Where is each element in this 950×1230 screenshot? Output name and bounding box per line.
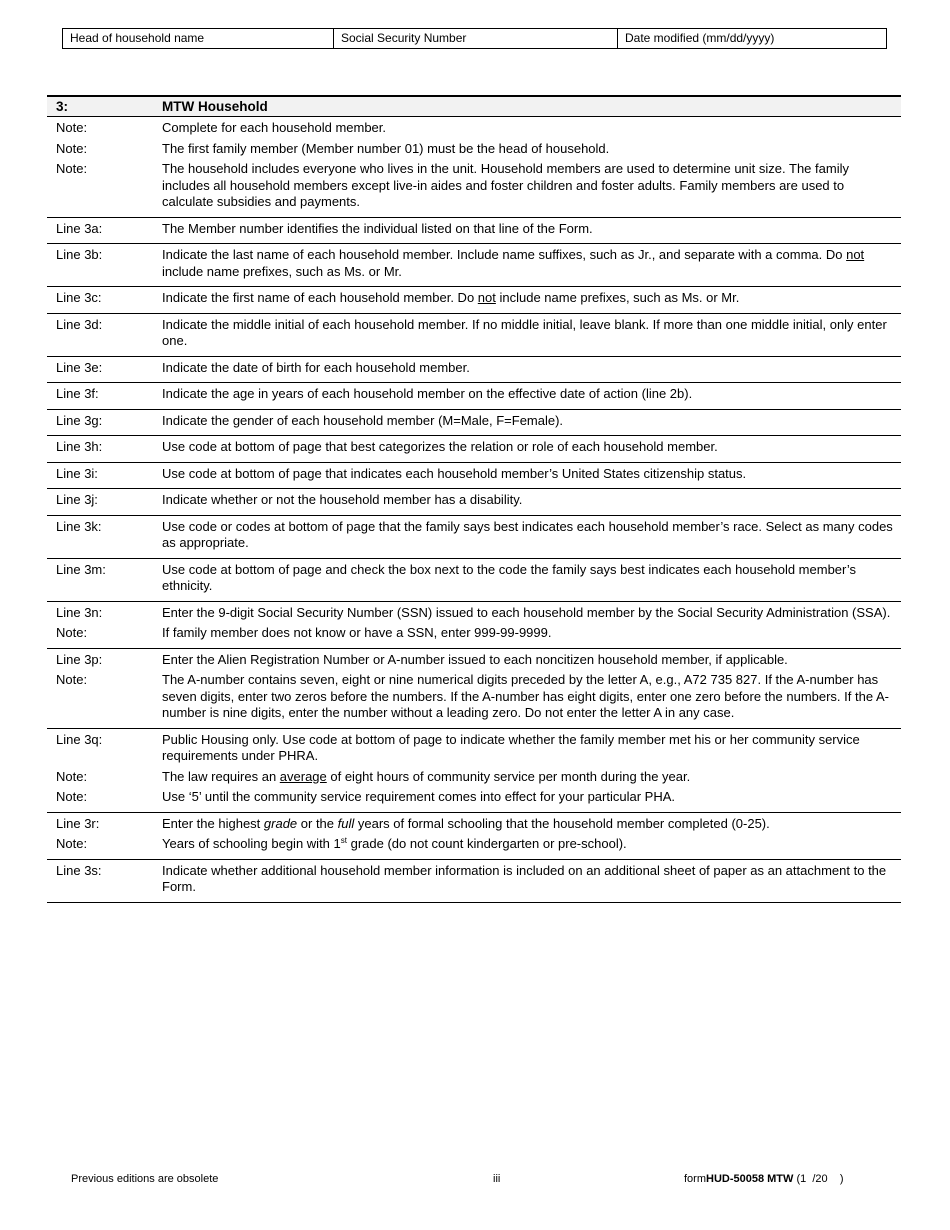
row-label: Note: bbox=[56, 672, 88, 687]
row-label: Line 3k: bbox=[56, 518, 102, 534]
page-number: iii bbox=[493, 1173, 501, 1185]
text-part: The law requires an bbox=[162, 768, 280, 784]
form-prefix: form bbox=[684, 1173, 706, 1185]
instruction-row bbox=[47, 519, 901, 556]
instruction-row bbox=[47, 789, 901, 810]
row-label: Line 3g: bbox=[56, 412, 103, 428]
text-part: or the bbox=[297, 815, 338, 831]
instruction-row bbox=[47, 769, 901, 790]
emphasis-text: grade bbox=[263, 815, 298, 831]
row-label: Line 3s: bbox=[56, 862, 102, 878]
row-label: Line 3j: bbox=[56, 492, 98, 507]
row-text: Enter the 9-digit Social Security Number (SSN) issued to each household member by the Social Security Administration (SSA). bbox=[162, 604, 891, 620]
emphasis-text: not bbox=[477, 290, 496, 305]
row-text bbox=[162, 769, 901, 786]
section-title: MTW Household bbox=[162, 99, 268, 114]
section-mtw-household bbox=[47, 95, 901, 903]
line-3r-group bbox=[47, 813, 901, 860]
row-text: Use ‘5’ until the community service requirement comes into effect for your particular PHA. bbox=[162, 789, 675, 804]
instruction-row bbox=[47, 161, 901, 215]
row-text: Use code at bottom of page and check the box next to the code the family says best indicates each household member’s ethnicity. bbox=[162, 561, 856, 593]
row-label: Line 3p: bbox=[56, 651, 103, 667]
text-part: years of formal schooling that the household member completed (0-25). bbox=[354, 815, 770, 831]
instruction-row bbox=[47, 816, 901, 837]
notes-group bbox=[47, 117, 901, 218]
instruction-row bbox=[47, 466, 901, 487]
line-3k-group bbox=[47, 516, 901, 559]
row-text: Indicate whether or not the household member has a disability. bbox=[162, 492, 523, 507]
line-3n-group bbox=[47, 602, 901, 649]
text-part: Indicate the last name of each household member. Include name suffixes, such as Jr., and separate with a comma. Do bbox=[162, 247, 847, 262]
row-label: Line 3d: bbox=[56, 316, 103, 332]
row-label: Line 3n: bbox=[56, 604, 103, 620]
instruction-row bbox=[47, 290, 901, 311]
text-part: grade (do not count kindergarten or pre-school). bbox=[346, 836, 627, 851]
instruction-row bbox=[47, 360, 901, 381]
line-3s-group bbox=[47, 860, 901, 903]
row-text: The A-number contains seven, eight or nine numerical digits preceded by the letter A, e.g., A72 735 827. If the A-number has seven digits, enter two zeros before the numbers. If the A-number has eight digits, enter one zero before the numbers. If the A-number is nine digits, enter the number without a leading zero. Do not enter the letter A in any case. bbox=[162, 672, 889, 720]
line-3d-group bbox=[47, 314, 901, 357]
instruction-row bbox=[47, 625, 901, 646]
line-3q-group bbox=[47, 729, 901, 813]
date-modified-field: Date modified (mm/dd/yyyy) bbox=[625, 31, 775, 45]
emphasis-text: full bbox=[337, 815, 355, 831]
emphasis-text: average bbox=[279, 768, 327, 784]
row-label: Note: bbox=[56, 789, 88, 804]
form-id: HUD-50058 MTW bbox=[706, 1173, 794, 1185]
row-text: The household includes everyone who lives in the unit. Household members are used to determine unit size. The family includes all household members except live-in aides and foster children and foster adults. Family members are used to calculate subsidies and payments. bbox=[162, 161, 849, 209]
instruction-row bbox=[47, 120, 901, 141]
section-header bbox=[47, 95, 901, 117]
row-text: Indicate whether additional household member information is included on an additional sheet of paper as an attachment to the Form. bbox=[162, 862, 887, 894]
line-3c-group bbox=[47, 287, 901, 314]
row-label: Line 3a: bbox=[56, 220, 103, 236]
row-label: Note: bbox=[56, 836, 88, 851]
row-label: Line 3e: bbox=[56, 359, 103, 375]
row-label: Note: bbox=[56, 161, 88, 176]
row-label: Line 3c: bbox=[56, 290, 102, 305]
row-text: Complete for each household member. bbox=[162, 120, 387, 135]
head-of-household-field: Head of household name bbox=[63, 29, 334, 48]
line-3h-group bbox=[47, 436, 901, 463]
row-label: Note: bbox=[56, 625, 88, 640]
row-text: Indicate the age in years of each household member on the effective date of action (line 2b). bbox=[162, 386, 693, 401]
row-text: Use code at bottom of page that best categorizes the relation or role of each household member. bbox=[162, 439, 718, 454]
row-label: Line 3f: bbox=[56, 386, 99, 401]
header-fields bbox=[62, 28, 887, 49]
row-label: Note: bbox=[56, 140, 88, 156]
instruction-row bbox=[47, 386, 901, 407]
row-label: Line 3h: bbox=[56, 439, 103, 454]
instruction-row bbox=[47, 672, 901, 726]
line-3a-group bbox=[47, 218, 901, 245]
form-identifier bbox=[684, 1172, 844, 1186]
instruction-row bbox=[47, 732, 901, 769]
row-text: The first family member (Member number 01) must be the head of household. bbox=[162, 140, 610, 156]
line-3p-group bbox=[47, 649, 901, 729]
instruction-row bbox=[47, 605, 901, 626]
instruction-row bbox=[47, 247, 901, 284]
line-3j-group bbox=[47, 489, 901, 516]
row-text bbox=[162, 290, 901, 307]
text-part: of eight hours of community service per month during the year. bbox=[326, 768, 691, 784]
line-3m-group bbox=[47, 559, 901, 602]
row-label: Line 3q: bbox=[56, 731, 103, 747]
text-part: include name prefixes, such as Ms. or Mr. bbox=[162, 263, 402, 279]
row-label: Line 3r: bbox=[56, 815, 100, 831]
row-text: Indicate the date of birth for each household member. bbox=[162, 359, 470, 375]
row-label: Note: bbox=[56, 768, 88, 784]
instruction-row bbox=[47, 221, 901, 242]
ssn-field: Social Security Number bbox=[334, 29, 618, 48]
row-text: If family member does not know or have a SSN, enter 999-99-9999. bbox=[162, 625, 552, 640]
editions-note: Previous editions are obsolete bbox=[71, 1173, 219, 1185]
line-3i-group bbox=[47, 463, 901, 490]
row-text bbox=[162, 836, 901, 853]
instruction-row bbox=[47, 863, 901, 900]
page-footer bbox=[0, 1172, 950, 1188]
line-3f-group bbox=[47, 383, 901, 410]
text-part: Enter the highest bbox=[162, 815, 264, 831]
form-date: (1 /20 ) bbox=[793, 1173, 844, 1185]
instruction-row bbox=[47, 317, 901, 354]
instruction-row bbox=[47, 652, 901, 673]
instruction-row bbox=[47, 836, 901, 857]
instruction-row bbox=[47, 562, 901, 599]
row-text bbox=[162, 816, 901, 833]
row-text: Use code at bottom of page that indicates each household member’s United States citizenship status. bbox=[162, 465, 747, 481]
text-part: include name prefixes, such as Ms. or Mr. bbox=[495, 290, 740, 305]
row-text bbox=[162, 247, 901, 280]
row-text: Use code or codes at bottom of page that the family says best indicates each household member’s race. Select as many codes as appropriate. bbox=[162, 518, 893, 550]
row-text: Indicate the gender of each household member (M=Male, F=Female). bbox=[162, 412, 564, 428]
row-text: Public Housing only. Use code at bottom of page to indicate whether the family member met his or her community service requirements under PHRA. bbox=[162, 731, 860, 763]
section-number: 3: bbox=[56, 99, 69, 114]
row-text: Enter the Alien Registration Number or A-number issued to each noncitizen household member, if applicable. bbox=[162, 651, 788, 667]
text-part: Years of schooling begin with 1 bbox=[162, 836, 341, 851]
row-label: Line 3m: bbox=[56, 561, 106, 577]
line-3e-group bbox=[47, 357, 901, 384]
row-label: Note: bbox=[56, 120, 88, 135]
line-3b-group bbox=[47, 244, 901, 287]
superscript-text: st bbox=[340, 836, 347, 845]
text-part: Indicate the first name of each household member. Do bbox=[162, 290, 478, 305]
emphasis-text: not bbox=[846, 247, 865, 262]
instruction-row bbox=[47, 492, 901, 513]
row-label: Line 3b: bbox=[56, 247, 103, 262]
instruction-row bbox=[47, 413, 901, 434]
row-text: Indicate the middle initial of each household member. If no middle initial, leave blank. If more than one middle initial, only enter one. bbox=[162, 316, 887, 348]
row-text: The Member number identifies the individual listed on that line of the Form. bbox=[162, 220, 593, 236]
instruction-row bbox=[47, 439, 901, 460]
row-label: Line 3i: bbox=[56, 465, 98, 481]
line-3g-group bbox=[47, 410, 901, 437]
instruction-row bbox=[47, 141, 901, 162]
